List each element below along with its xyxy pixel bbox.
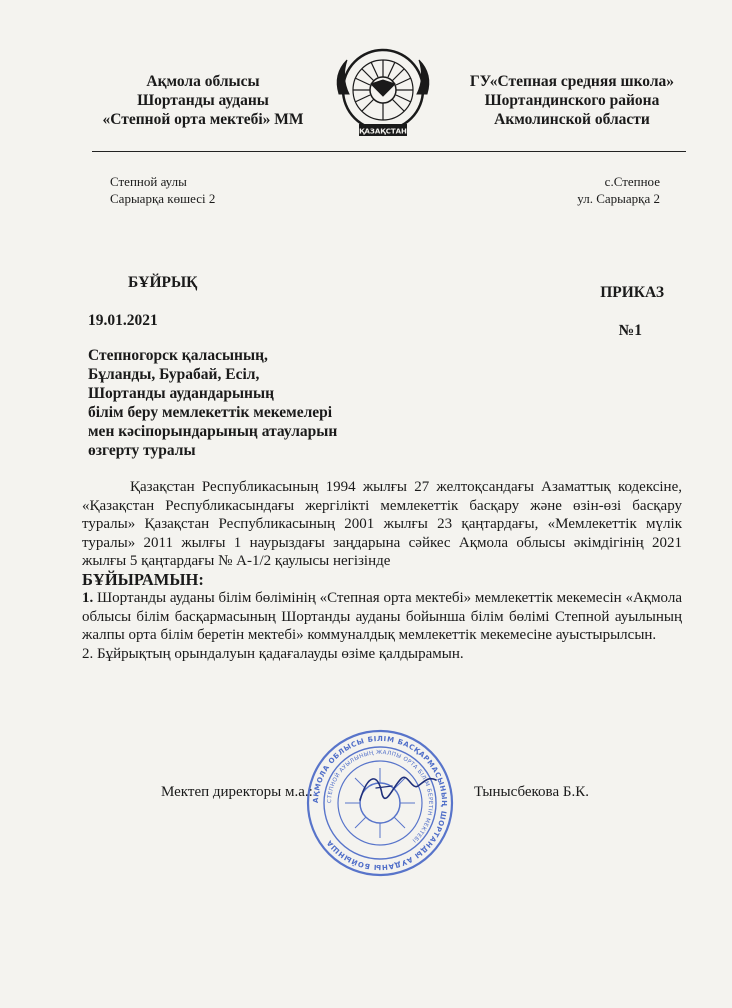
document-title-ru: ПРИКАЗ	[600, 284, 664, 301]
document-subject	[88, 346, 388, 460]
signatory-name: Тынысбекова Б.К.	[474, 784, 589, 800]
seal-inner-text: СТЕПНОЙ АУЫЛЫНЫҢ ЖАЛПЫ ОРТА БІЛІМ БЕРЕТІН МЕКТЕБІ	[326, 749, 434, 844]
header-left-line: «Степной орта мектебі» ММ	[102, 111, 304, 128]
subject-line: өзгерту туралы	[88, 442, 196, 459]
document-date: 19.01.2021	[88, 312, 158, 329]
subject-line: Бұланды, Бурабай, Есіл,	[88, 366, 260, 383]
header-divider	[92, 151, 686, 152]
address-line: с.Степное	[604, 174, 660, 189]
seal-outer-text: АҚМОЛА ОБЛЫСЫ БІЛІМ БАСҚАРМАСЫНЫҢ ШОРТАНДЫ АУДАНЫ БОЙЫНША	[311, 734, 449, 872]
order-item-1	[82, 589, 682, 645]
subject-line: мен кәсіпорындарының атауларын	[88, 423, 338, 440]
header-right-line: Шортандинского района	[484, 92, 660, 109]
signatory-role: Мектеп директоры м.а.:	[161, 784, 313, 800]
document-title-kz: БҰЙРЫҚ	[128, 274, 198, 291]
address-line: Степной аулы	[110, 174, 187, 189]
header-right-ru	[452, 72, 692, 129]
header-left-kz	[88, 72, 318, 129]
address-line: Сарыарқа көшесі 2	[110, 191, 216, 206]
document-body	[82, 478, 682, 663]
header-right-line: ГУ«Степная средняя школа»	[469, 73, 675, 90]
document-number: №1	[618, 322, 642, 339]
subject-line: білім беру мемлекеттік мекемелері	[88, 404, 333, 421]
emblem-caption: ҚАЗАҚСТАН	[359, 127, 407, 136]
preamble-paragraph: Қазақстан Республикасының 1994 жылғы 27 желтоқсандағы Азаматтық кодексіне, «Қазақстан Республикасындағы жергілікті мемлекеттік басқару және өзін-өзі басқару туралы» Қазақстан Республикасының 2001 жылғы 23 қаңтардағы, «Мемлекеттік мүлік туралы» 2011 жылғы 1 наурыздағы заңдарына сәйкес Ақмола облысы әкімдігінің 2021 жылғы 5 қаңтардағы № А-1/2 қаулысы негізінде	[82, 479, 682, 569]
subject-line: Степногорск қаласының,	[88, 347, 268, 364]
handwritten-signature	[352, 764, 442, 814]
order-item-text: Шортанды ауданы білім бөлімінің «Степная орта мектебі» мемлекеттік мекемесін «Ақмола облысы білім басқармасының Шортанды ауданы бойынша білім бөлімі Степной ауылының жалпы орта білім беретін мектебі» коммуналдық мемлекеттік мекемесіне ауыстырылсын.	[82, 590, 683, 643]
address-line: ул. Сарыарқа 2	[577, 191, 660, 206]
address-left	[110, 173, 215, 207]
order-item-number: 1.	[82, 590, 94, 606]
order-item-2: 2. Бұйрықтың орындалуын қадағалауды өзіме қалдырамын.	[82, 645, 464, 662]
header-left-line: Ақмола облысы	[146, 73, 260, 90]
header-right-line: Акмолинской области	[494, 111, 650, 128]
header-left-line: Шортанды ауданы	[137, 92, 269, 109]
order-heading: БҰЙЫРАМЫН:	[82, 569, 204, 589]
address-right	[577, 173, 660, 207]
subject-line: Шортанды аудандарының	[88, 385, 275, 402]
state-emblem-icon	[331, 44, 435, 140]
